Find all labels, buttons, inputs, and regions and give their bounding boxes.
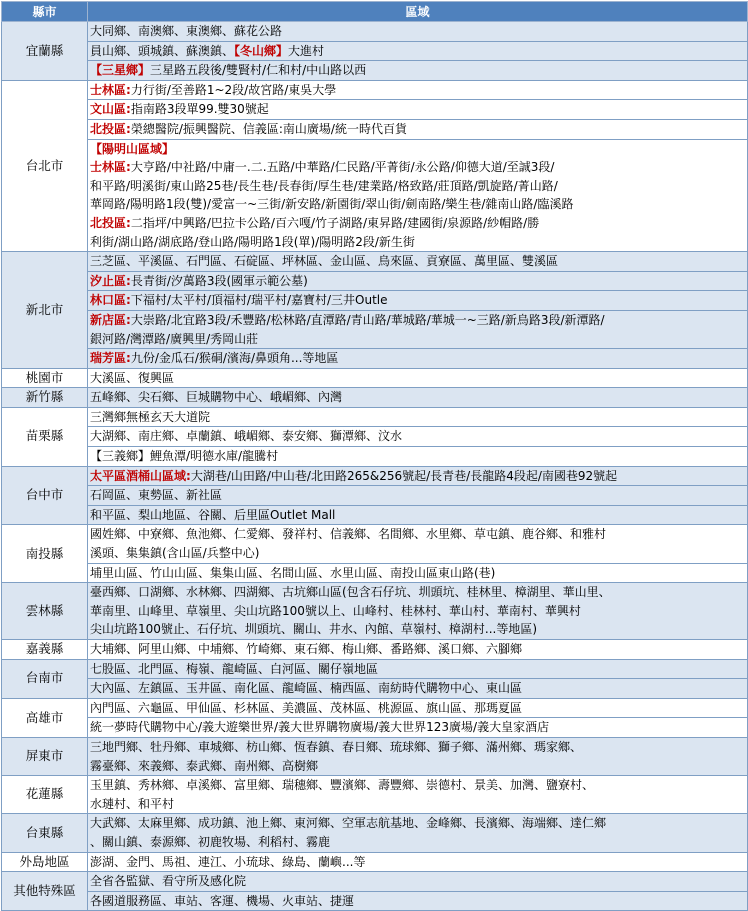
area-cell [88, 388, 748, 408]
area-text: 五峰鄉、尖石鄉、巨城購物中心、峨嵋鄉、內灣 [90, 390, 343, 405]
area-cell [88, 22, 748, 42]
area-text: 大埔鄉、阿里山鄉、中埔鄉、竹崎鄉、東石鄉、梅山鄉、番路鄉、溪口鄉、六腳鄉 [90, 642, 523, 656]
table-row [2, 291, 748, 311]
area-text: 指南路3段單99.雙30號起 [130, 102, 269, 117]
table-row [2, 41, 748, 61]
county-cell: 新北市 [2, 252, 88, 369]
table-row [2, 718, 748, 738]
table-row [2, 252, 748, 272]
area-text: 大內區、左鎮區、玉井區、南化區、龍崎區、楠西區、南紡時代購物中心、東山區 [90, 681, 523, 696]
area-cell [88, 407, 748, 427]
area-text: 九份/金瓜石/猴硐/濱海/鼻頭角...等地區 [130, 351, 339, 366]
area-cell [88, 640, 748, 660]
area-cell [88, 679, 748, 699]
table-row [2, 447, 748, 467]
table-row [2, 407, 748, 427]
area-text: 統一夢時代購物中心/義大遊樂世界/義大世界購物廣場/義大世界123廣場/義大皇家酒店 [90, 720, 550, 735]
area-text: 澎湖、金門、馬祖、連江、小琉球、綠島、蘭嶼...等 [90, 854, 366, 869]
table-row [2, 100, 748, 120]
table-row [2, 139, 748, 252]
area-text: 國姓鄉、中寮鄉、魚池鄉、仁愛鄉、發祥村、信義鄉、名間鄉、水里鄉、草屯鎮、鹿谷鄉、和雅村 [90, 527, 607, 542]
table-row [2, 872, 748, 892]
area-cell [88, 368, 748, 388]
table-row [2, 119, 748, 139]
table-row [2, 427, 748, 447]
table-row [2, 388, 748, 408]
area-text: 利街/湖山路/湖底路/登山路/陽明路1段(單)/陽明路2段/新生街 [90, 234, 415, 249]
area-cell [88, 486, 748, 506]
county-cell: 嘉義縣 [2, 640, 88, 660]
table-row [2, 679, 748, 699]
area-text: 全省各監獄、看守所及感化院 [90, 874, 247, 889]
delivery-area-table [1, 1, 748, 911]
area-cell [88, 252, 748, 272]
table-row [2, 659, 748, 679]
county-cell: 屏東市 [2, 737, 88, 775]
table-row [2, 22, 748, 42]
highlighted-area-label: 文山區: [90, 102, 131, 117]
area-text: 大崇路/北宜路3段/禾豐路/松林路/直潭路/青山路/華城路/華城一~三路/新烏路3段/新潭路/ [130, 312, 605, 327]
highlighted-area-label: 瑞芳區: [90, 351, 131, 366]
table-row [2, 486, 748, 506]
table-row [2, 349, 748, 369]
highlighted-area-label: 太平區酒桶山區域: [90, 468, 191, 483]
area-text: 三灣鄉無極玄天大道院 [90, 409, 211, 424]
area-cell [88, 61, 748, 81]
area-cell [88, 310, 748, 348]
area-text: 大亨路/中社路/中庸一.二.五路/中華路/仁民路/平菁街/永公路/仰德大道/至誠3段/ [130, 160, 555, 175]
table-row [2, 852, 748, 872]
area-cell [88, 427, 748, 447]
area-cell [88, 776, 748, 814]
county-cell: 桃園市 [2, 368, 88, 388]
area-cell [88, 659, 748, 679]
area-cell [88, 872, 748, 892]
table-row [2, 776, 748, 814]
area-text: 霧臺鄉、來義鄉、泰武鄉、南州鄉、高樹鄉 [90, 758, 319, 773]
area-cell [88, 852, 748, 872]
area-cell [88, 737, 748, 775]
area-text: 三地門鄉、牡丹鄉、車城鄉、枋山鄉、恆春鎮、春日鄉、琉球鄉、獅子鄉、滿州鄉、瑪家鄉、 [90, 739, 583, 754]
highlighted-area-label: 汐止區: [90, 273, 131, 288]
table-row [2, 310, 748, 348]
table-row [2, 368, 748, 388]
area-text: 榮總醫院/振興醫院、信義區:南山廣場/統一時代百貨 [130, 121, 407, 136]
area-cell [88, 119, 748, 139]
area-text: 埔里山區、竹山山區、集集山區、名間山區、水里山區、南投山區東山路(巷) [90, 565, 496, 580]
table-row [2, 80, 748, 100]
area-text: 各國道服務區、車站、客運、機場、火車站、捷運 [90, 893, 355, 908]
highlighted-area-label: 【陽明山區域】 [90, 141, 175, 156]
area-text: 石岡區、東勢區、新社區 [90, 488, 223, 503]
highlighted-area-label: 北投區: [90, 121, 131, 136]
table-header-row [2, 2, 748, 22]
area-cell [88, 563, 748, 583]
table-row [2, 466, 748, 486]
highlighted-area-label: 北投區: [90, 215, 131, 230]
county-cell: 台東縣 [2, 814, 88, 852]
county-cell: 南投縣 [2, 525, 88, 583]
area-column-header: 區域 [88, 2, 748, 22]
table-row [2, 583, 748, 640]
area-text: 大湖鄉、南庄鄉、卓蘭鎮、峨嵋鄉、泰安鄉、獅潭鄉、汶水 [90, 429, 403, 444]
area-cell [88, 466, 748, 486]
county-cell: 台北市 [2, 80, 88, 251]
county-cell: 宜蘭縣 [2, 22, 88, 81]
area-text: 銀河路/灣潭路/廣興里/秀岡山莊 [90, 331, 259, 346]
area-text: 大同鄉、南澳鄉、東澳鄉、蘇花公路 [90, 24, 283, 38]
county-cell: 台中市 [2, 466, 88, 525]
table-row [2, 640, 748, 660]
county-cell: 花蓮縣 [2, 776, 88, 814]
area-text: 大湖巷/山田路/中山巷/北田路265&256號起/長青巷/長龍路4段起/南國巷92號起 [190, 468, 618, 483]
area-cell [88, 139, 748, 252]
area-cell [88, 814, 748, 852]
area-cell [88, 80, 748, 100]
highlighted-area-label: 【冬山鄉】 [234, 43, 289, 58]
area-text: 內門區、六龜區、甲仙區、杉林區、美濃區、茂林區、桃源區、旗山區、那瑪夏區 [90, 700, 523, 715]
area-cell [88, 349, 748, 369]
highlighted-area-label: 新店區: [90, 312, 131, 327]
table-row [2, 737, 748, 775]
area-text: 臺西鄉、口湖鄉、水林鄉、四湖鄉、古坑鄉山區(包含石仔坑、圳頭坑、桂林里、樟湖里、華山里、 [90, 585, 611, 600]
table-row [2, 698, 748, 718]
area-cell [88, 291, 748, 311]
area-text: 員山鄉、頭城鎮、蘇澳鎮、 [90, 43, 235, 58]
county-cell: 高雄市 [2, 698, 88, 737]
area-text: 溪頭、集集鎮(含山區/兵整中心) [90, 546, 260, 561]
area-text: 下福村/太平村/頂福村/瑞平村/嘉寶村/三井Outle [130, 293, 388, 308]
area-text: 水璉村、和平村 [90, 796, 175, 811]
county-cell: 苗栗縣 [2, 407, 88, 466]
table-row [2, 563, 748, 583]
area-text: 長青街/汐萬路3段(國軍示範公墓) [130, 273, 308, 288]
area-text: 和平區、梨山地區、谷關、后里區Outlet Mall [90, 507, 336, 522]
table-row [2, 271, 748, 291]
area-text: 力行街/至善路1~2段/故宮路/東吳大學 [130, 82, 337, 97]
table-row [2, 814, 748, 852]
area-cell [88, 718, 748, 738]
highlighted-area-label: 林口區: [90, 293, 131, 308]
table-row [2, 505, 748, 525]
area-text: 大進村 [288, 43, 325, 58]
area-text: 華南里、山峰里、草嶺里、尖山坑路100號以上、山峰村、桂林村、華山村、華南村、華興村 [90, 603, 581, 618]
area-text: 【三義鄉】鯉魚潭/明德水庫/龍騰村 [90, 449, 279, 464]
area-text: 大武鄉、太麻里鄉、成功鎮、池上鄉、東河鄉、空軍志航基地、金峰鄉、長濱鄉、海端鄉、達仁鄉 [90, 816, 607, 831]
area-cell [88, 271, 748, 291]
area-cell [88, 698, 748, 718]
area-text: 尖山坑路100號止、石仔坑、圳頭坑、關山、井水、內館、草嶺村、樟湖村...等地區) [90, 622, 538, 637]
county-cell: 雲林縣 [2, 583, 88, 640]
area-cell [88, 447, 748, 467]
highlighted-area-label: 士林區: [90, 82, 131, 97]
area-text: 和平路/明溪街/東山路25巷/長生巷/長春街/厚生巷/建業路/格致路/莊頂路/凱旋路/菁山路/ [90, 178, 558, 193]
area-cell [88, 100, 748, 120]
area-cell [88, 525, 748, 563]
county-cell: 新竹縣 [2, 388, 88, 408]
area-text: 二指坪/中興路/巴拉卡公路/百六嘎/竹子湖路/東昇路/建國街/泉源路/紗帽路/勝 [130, 215, 540, 230]
area-text: 玉里鎮、秀林鄉、卓溪鄉、富里鄉、瑞穗鄉、豐濱鄉、壽豐鄉、崇德村、景美、加灣、鹽寮村、 [90, 778, 595, 793]
highlighted-area-label: 士林區: [90, 160, 131, 175]
area-cell [88, 505, 748, 525]
table-row [2, 891, 748, 911]
table-row [2, 61, 748, 81]
table-body [2, 22, 748, 911]
area-text: 三星路五段後/雙賢村/仁和村/中山路以西 [150, 63, 367, 78]
county-cell: 台南市 [2, 659, 88, 698]
county-cell: 外島地區 [2, 852, 88, 872]
area-text: 七股區、北門區、梅嶺、龍崎區、白河區、關仔嶺地區 [90, 661, 379, 676]
county-cell: 其他特殊區 [2, 872, 88, 911]
county-column-header: 縣市 [2, 2, 88, 22]
area-text: 華岡路/陽明路1段(雙)/愛富一~三街/新安路/新園街/翠山街/劍南路/樂生巷/雜南山路/臨溪路 [90, 197, 574, 212]
table-row [2, 525, 748, 563]
area-text: 、關山鎮、泰源鄉、初鹿牧場、利稻村、霧鹿 [90, 834, 331, 849]
area-cell [88, 891, 748, 911]
area-cell [88, 583, 748, 640]
area-cell [88, 41, 748, 61]
area-text: 大溪區、復興區 [90, 370, 175, 385]
highlighted-area-label: 【三星鄉】 [90, 63, 151, 78]
area-text: 三芝區、平溪區、石門區、石碇區、坪林區、金山區、烏來區、貢寮區、萬里區、雙溪區 [90, 254, 559, 269]
